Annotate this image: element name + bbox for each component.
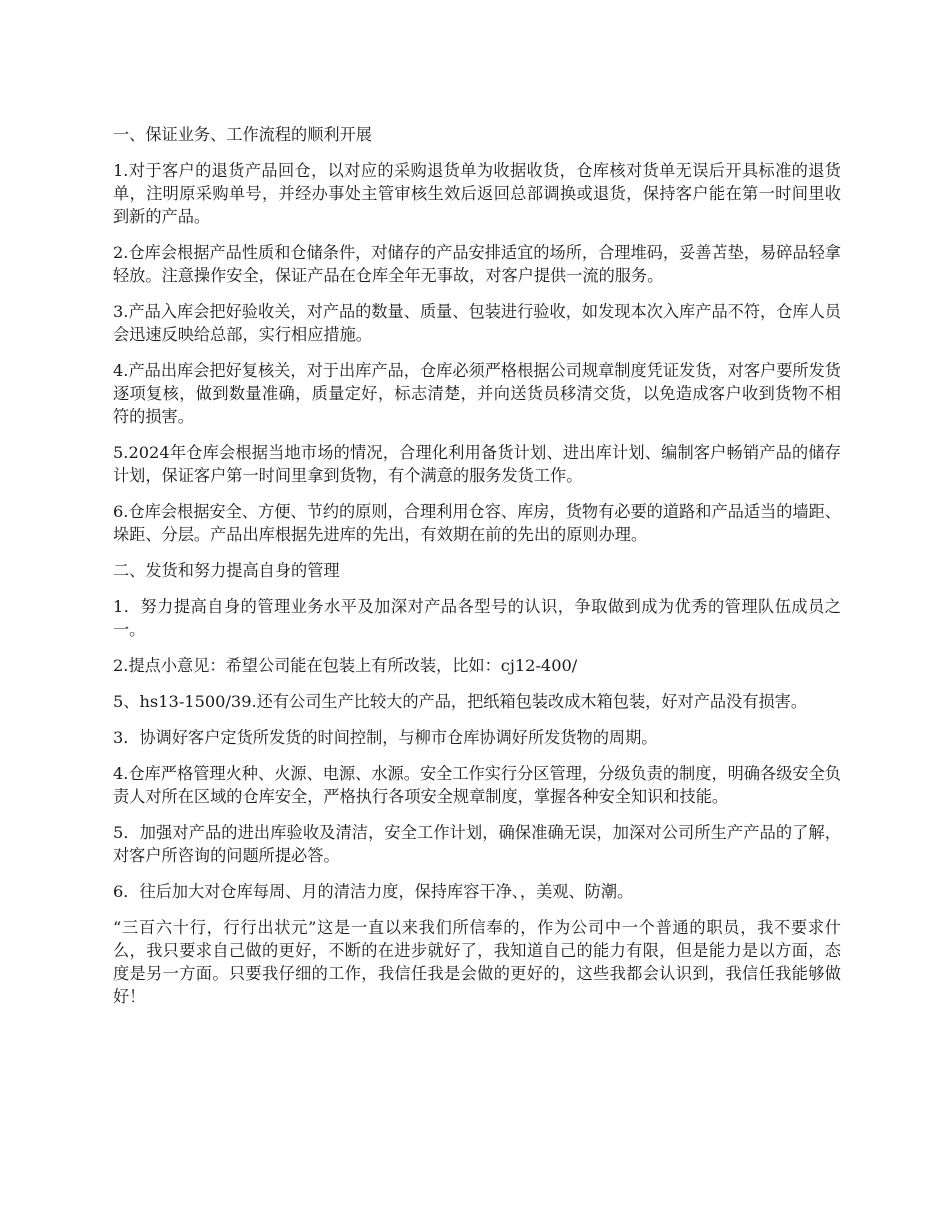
- section-heading-1: 一、保证业务、工作流程的顺利开展: [113, 125, 372, 144]
- paragraph-1-6: 6.仓库会根据安全、方便、节约的原则，合理利用仓容、库房，货物有必要的道路和产品适当的墙距、垛距、分层。产品出库根据先进库的先出，有效期在前的先出的原则办理。: [113, 502, 841, 544]
- section-heading-2: 二、发货和努力提高自身的管理: [113, 561, 340, 580]
- paragraph-2-4: 4.仓库严格管理火种、火源、电源、水源。安全工作实行分区管理，分级负责的制度，明确各级安全负责人对所在区域的仓库安全，严格执行各项安全规章制度，掌握各种安全知识和技能。: [113, 764, 841, 806]
- paragraph-2-2-continued: 5、hs13-1500/39.还有公司生产比较大的产品，把纸箱包装改成木箱包装，好对产品没有损害。: [113, 692, 808, 711]
- paragraph-2-2: 2.提点小意见：希望公司能在包装上有所改装，比如：cj12-400/: [113, 656, 578, 675]
- paragraph-1-1: 1.对于客户的退货产品回仓，以对应的采购退货单为收据收货，仓库核对货单无误后开具标准的退货单，注明原采购单号，并经办事处主管审核生效后返回总部调换或退货，保持客户能在第一时间里收到新的产品。: [113, 161, 841, 226]
- paragraph-1-2: 2.仓库会根据产品性质和仓储条件，对储存的产品安排适宜的场所，合理堆码，妥善苫垫，易碎品轻拿轻放。注意操作安全，保证产品在仓库全年无事故，对客户提供一流的服务。: [113, 243, 841, 285]
- document-page: [113, 123, 841, 1021]
- paragraph-1-3: 3.产品入库会把好验收关，对产品的数量、质量、包装进行验收，如发现本次入库产品不符，仓库人员会迅速反映给总部，实行相应措施。: [113, 302, 841, 344]
- paragraph-2-6: 6．往后加大对仓库每周、月的清洁力度，保持库容干净、，美观、防潮。: [113, 882, 634, 901]
- paragraph-2-3: 3．协调好客户定货所发货的时间控制，与柳市仓库协调好所发货物的周期。: [113, 728, 658, 747]
- paragraph-2-1: 1．努力提高自身的管理业务水平及加深对产品各型号的认识，争取做到成为优秀的管理队伍成员之一。: [113, 597, 841, 639]
- paragraph-1-5: 5.2024年仓库会根据当地市场的情况，合理化利用备货计划、进出库计划、编制客户畅销产品的储存计划，保证客户第一时间里拿到货物，有个满意的服务发货工作。: [113, 443, 841, 485]
- paragraph-2-5: 5．加强对产品的进出库验收及清洁，安全工作计划，确保准确无误，加深对公司所生产产品的了解，对客户所咨询的问题所提必答。: [113, 823, 841, 865]
- paragraph-1-4: 4.产品出库会把好复核关，对于出库产品，仓库必须严格根据公司规章制度凭证发货，对客户要所发货逐项复核，做到数量准确，质量定好，标志清楚，并向送货员移清交货，以免造成客户收到货物不相符的损害。: [113, 361, 841, 426]
- closing-paragraph: “三百六十行，行行出状元”这是一直以来我们所信奉的，作为公司中一个普通的职员，我不要求什么，我只要求自己做的更好，不断的在进步就好了，我知道自己的能力有限，但是能力是以方面，态度是另一方面。只要我仔细的工作，我信任我是会做的更好的，这些我都会认识到，我信任我能够做好！: [113, 918, 841, 1006]
